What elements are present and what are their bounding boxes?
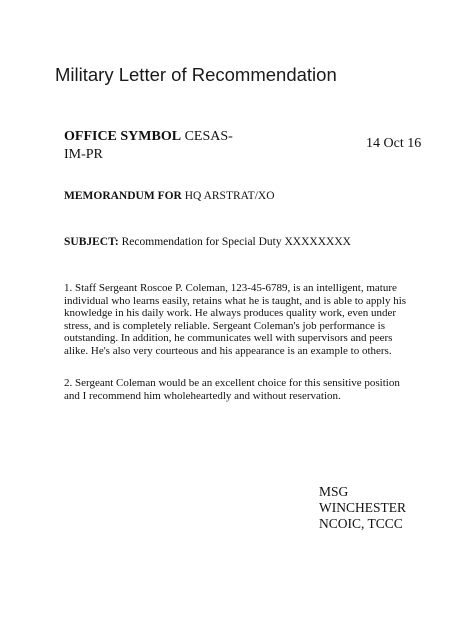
memorandum-value: HQ ARSTRAT/XO: [184, 190, 275, 202]
letter-date: 14 Oct 16: [366, 136, 422, 151]
signature-name: WINCHESTER: [319, 500, 406, 515]
memorandum-line: [64, 190, 275, 202]
subject-label: SUBJECT:: [64, 236, 119, 248]
office-symbol-value: CESAS-IM-PR: [64, 129, 233, 162]
body-paragraph-2: 2. Sergeant Coleman would be an excellent choice for this sensitive position and I recommend him wholeheartedly and without reservation.: [64, 377, 400, 402]
subject-line: [64, 236, 351, 248]
signature-position: NCOIC, TCCC: [319, 516, 403, 531]
document-title: Military Letter of Recommendation: [55, 64, 337, 85]
signature-block: [319, 484, 406, 532]
subject-value: Recommendation for Special Duty XXXXXXXX: [121, 236, 351, 248]
office-symbol-label: OFFICE SYMBOL: [64, 129, 182, 144]
signature-rank: MSG: [319, 484, 349, 499]
body-paragraph-1: 1. Staff Sergeant Roscoe P. Coleman, 123-45-6789, is an intelligent, mature individual who learns easily, retains what he is taught, and is able to apply his knowledge in his daily work. He always produces quality work, even under stress, and is completely reliable. Sergeant Coleman's job performance is outstanding. In addition, he communicates well with supervisors and peers alike. He's also very courteous and his appearance is an example to others.: [64, 282, 407, 357]
memorandum-label: MEMORANDUM FOR: [64, 190, 182, 202]
office-symbol-block: [64, 128, 244, 164]
